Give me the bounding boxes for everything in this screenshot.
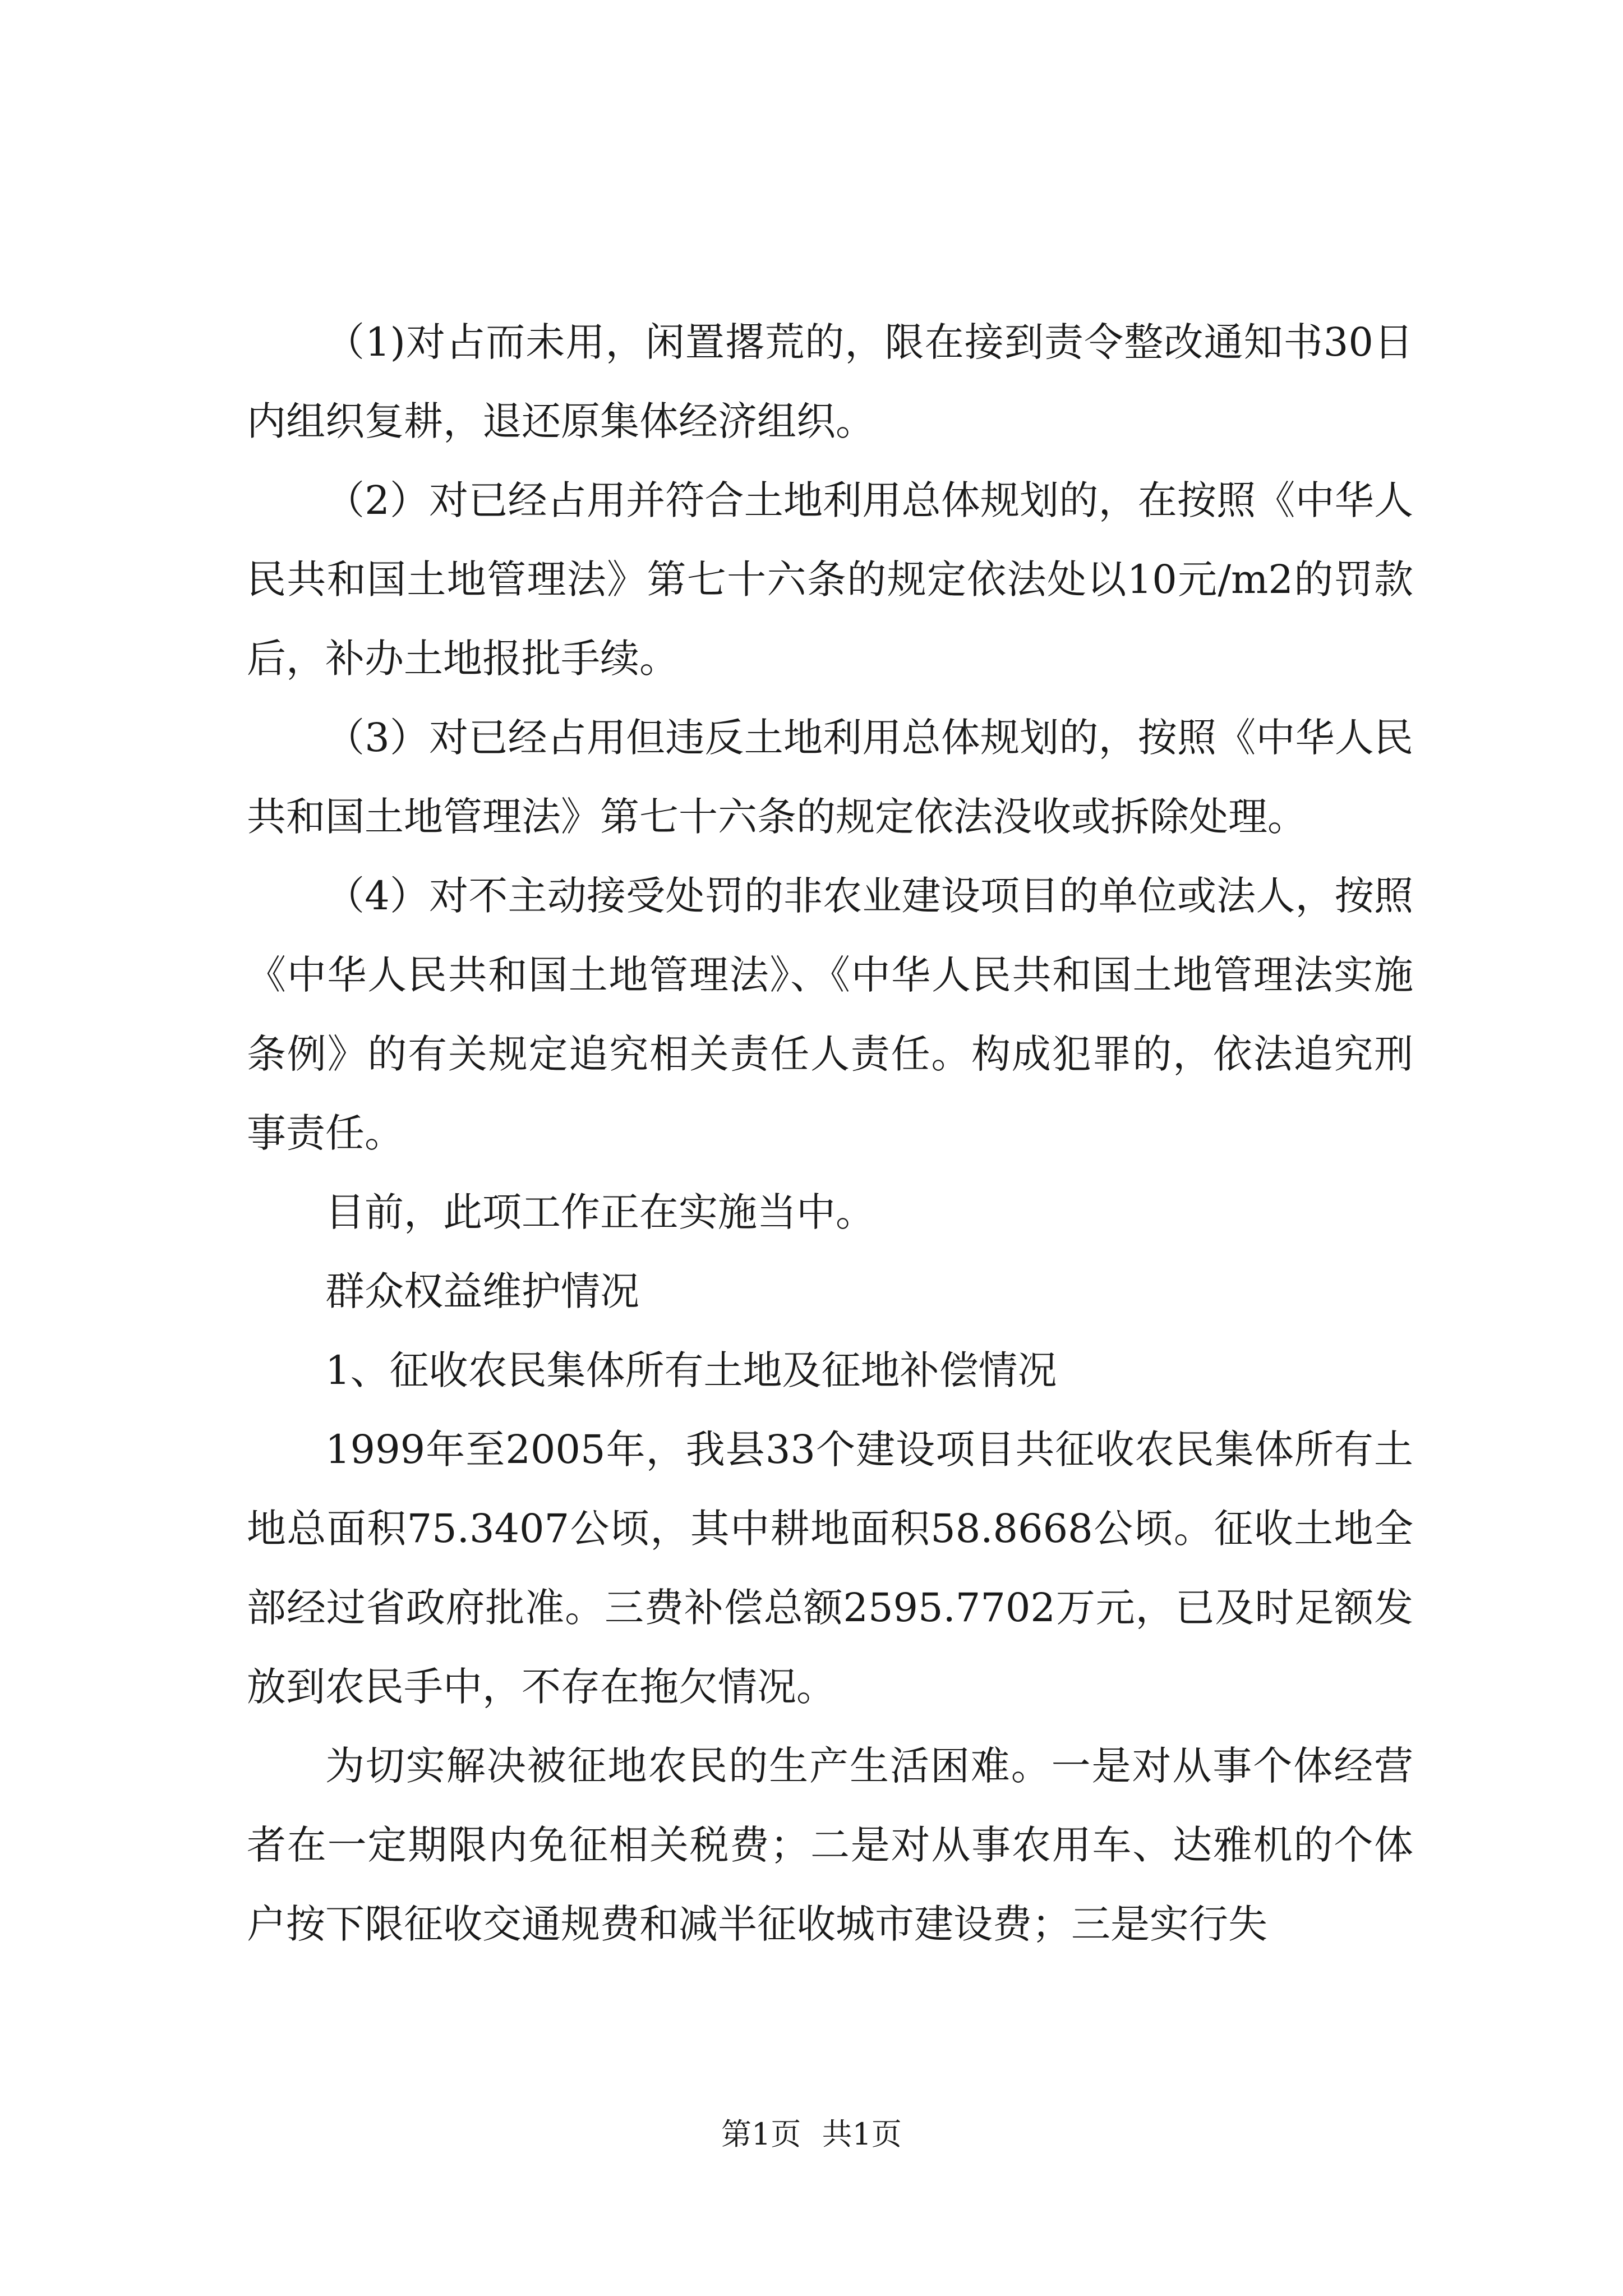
paragraph-status: 目前，此项工作正在实施当中。	[325, 1189, 875, 1235]
subsection-heading: 1、征收农民集体所有土地及征地补偿情况	[325, 1347, 1057, 1393]
page-number: 第1页	[721, 2116, 801, 2152]
section-heading: 群众权益维护情况	[325, 1268, 639, 1314]
paragraph-item-2: （2）对已经占用并符合土地利用总体规划的，在按照《中华人民共和国土地管理法》第七十六条的规定依法处以10元/m2的罚款后，补办土地报批手续。	[247, 477, 1413, 682]
document-body	[247, 303, 1413, 1964]
paragraph-land-statistics: 1999年至2005年，我县33个建设项目共征收农民集体所有土地总面积75.3407公顷，其中耕地面积58.8668公顷。征收土地全部经过省政府批准。三费补偿总额2595.7702万元，已及时足额发放到农民手中，不存在拖欠情况。	[247, 1427, 1413, 1710]
paragraph-item-3: （3）对已经占用但违反土地利用总体规划的，按照《中华人民共和国土地管理法》第七十六条的规定依法没收或拆除处理。	[247, 715, 1413, 840]
paragraph-item-4: （4）对不主动接受处罚的非农业建设项目的单位或法人，按照《中华人民共和国土地管理法》、《中华人民共和国土地管理法实施条例》的有关规定追究相关责任人责任。构成犯罪的，依法追究刑事责任。	[247, 873, 1413, 1156]
paragraph-item-1: （1)对占而未用，闲置撂荒的，限在接到责令整改通知书30日内组织复耕，退还原集体经济组织。	[247, 319, 1413, 444]
page-total: 共1页	[822, 2116, 902, 2152]
paragraph-measures: 为切实解决被征地农民的生产生活困难。一是对从事个体经营者在一定期限内免征相关税费；二是对从事农用车、达雅机的个体户按下限征收交通规费和减半征收城市建设费；三是实行失	[247, 1743, 1413, 1947]
page-footer	[0, 2115, 1623, 2154]
